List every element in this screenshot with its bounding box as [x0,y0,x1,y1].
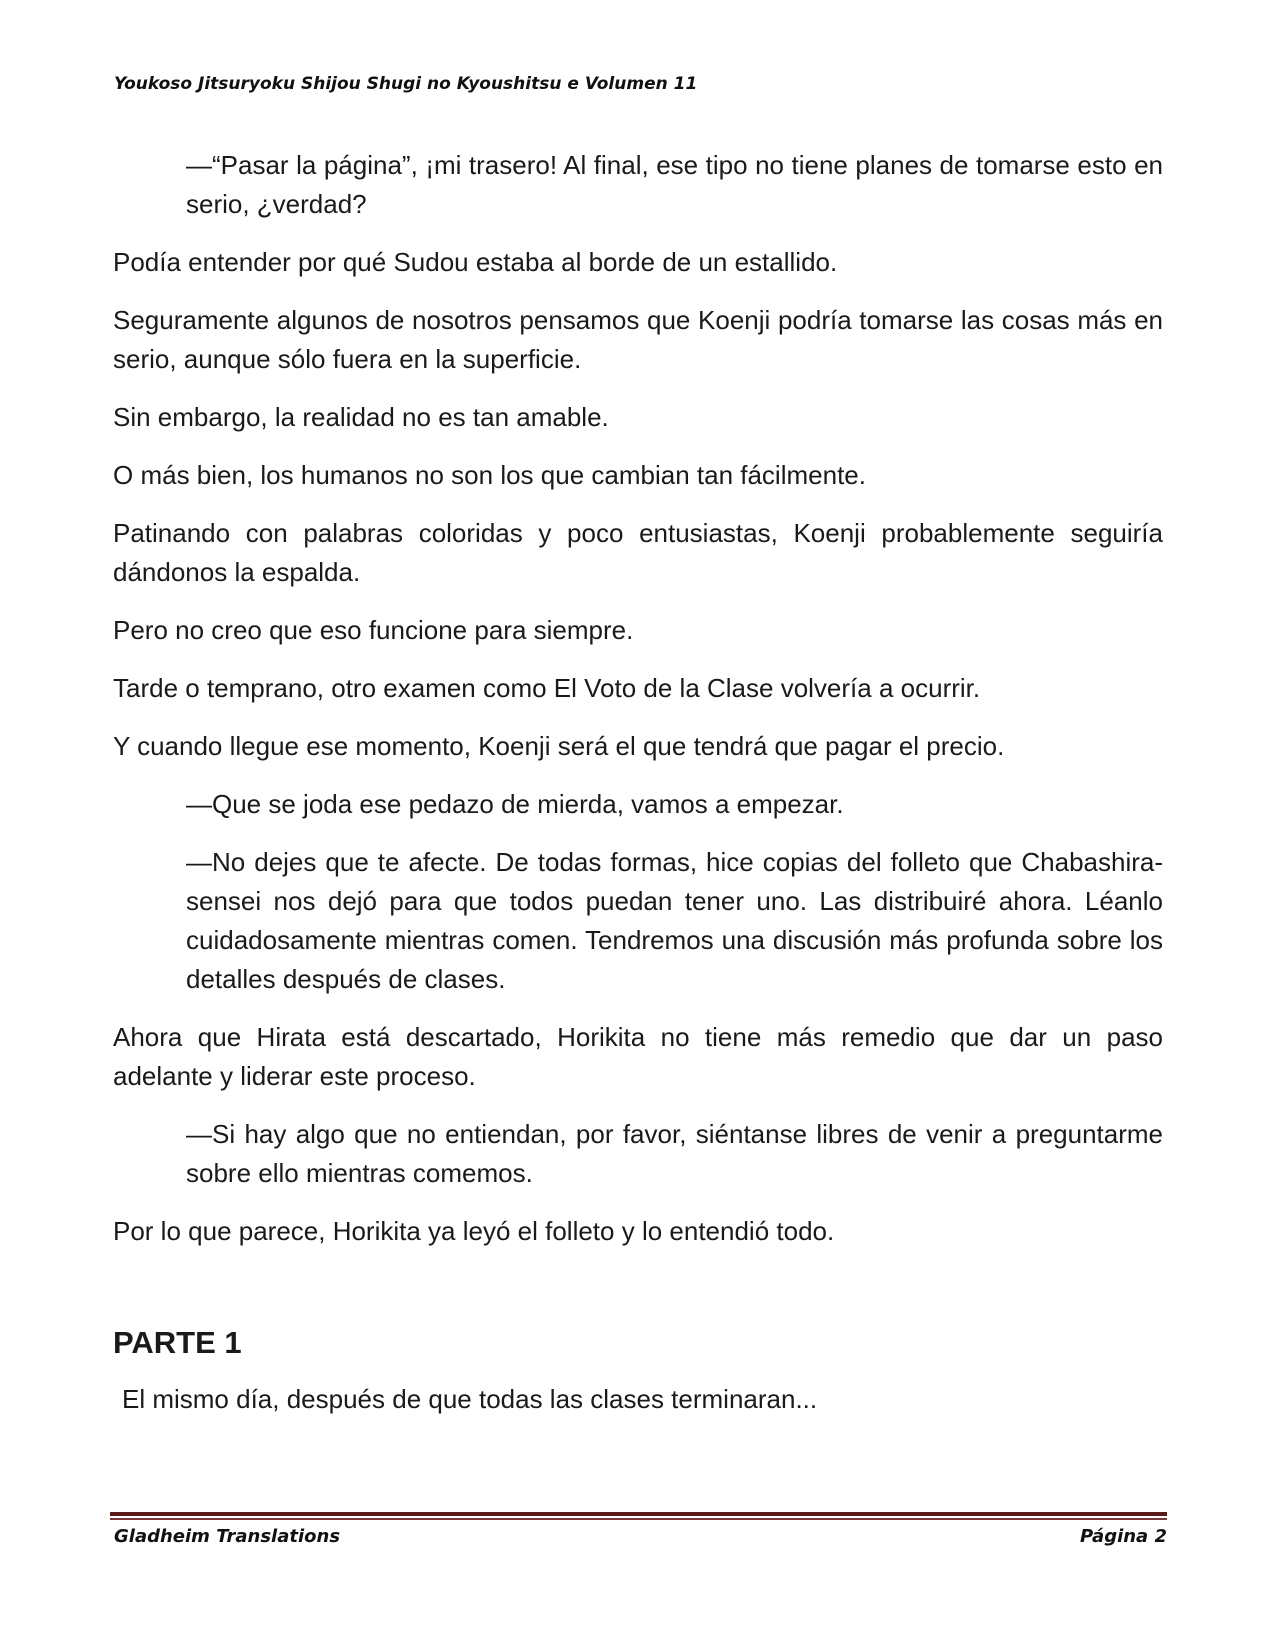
running-header: Youkoso Jitsuryoku Shijou Shugi no Kyoushitsu e Volumen 11 [114,74,698,94]
body-paragraph: Patinando con palabras coloridas y poco entusiastas, Koenji probablemente seguiría dándonos la espalda. [113,518,1163,587]
page-body [113,146,1163,1419]
body-paragraph: Y cuando llegue ese momento, Koenji será el que tendrá que pagar el precio. [113,731,1005,761]
dialogue-paragraph: —“Pasar la página”, ¡mi trasero! Al final, ese tipo no tiene planes de tomarse esto en serio, ¿verdad? [186,150,1163,219]
body-paragraph: Podía entender por qué Sudou estaba al borde de un estallido. [113,247,838,277]
body-paragraph: Seguramente algunos de nosotros pensamos que Koenji podría tomarse las cosas más en serio, aunque sólo fuera en la superficie. [113,305,1163,374]
body-paragraph: Tarde o temprano, otro examen como El Voto de la Clase volvería a ocurrir. [113,673,981,703]
body-paragraph: Ahora que Hirata está descartado, Horikita no tiene más remedio que dar un paso adelante y liderar este proceso. [113,1022,1163,1091]
dialogue-paragraph: —No dejes que te afecte. De todas formas, hice copias del folleto que Chabashira-sensei nos dejó para que todos puedan tener uno. Las distribuiré ahora. Léanlo cuidadosamente mientras comen. Tendremos una discusión más profunda sobre los detalles después de clases. [186,847,1163,994]
dialogue-paragraph: —Que se joda ese pedazo de mierda, vamos a empezar. [186,789,844,819]
footer-divider-thin [110,1518,1167,1520]
footer-translator: Gladheim Translations [114,1526,341,1547]
body-paragraph: O más bien, los humanos no son los que cambian tan fácilmente. [113,460,866,490]
footer-page-number: Página 2 [1080,1526,1167,1547]
footer-divider [110,1512,1167,1516]
body-paragraph: Pero no creo que eso funcione para siempre. [113,615,634,645]
body-paragraph: Por lo que parece, Horikita ya leyó el folleto y lo entendió todo. [113,1216,835,1246]
section-heading: PARTE 1 [113,1325,242,1360]
section-first-line: El mismo día, después de que todas las clases terminaran... [122,1384,818,1414]
dialogue-paragraph: —Si hay algo que no entiendan, por favor, siéntanse libres de venir a preguntarme sobre ello mientras comemos. [186,1119,1163,1188]
body-paragraph: Sin embargo, la realidad no es tan amable. [113,402,609,432]
